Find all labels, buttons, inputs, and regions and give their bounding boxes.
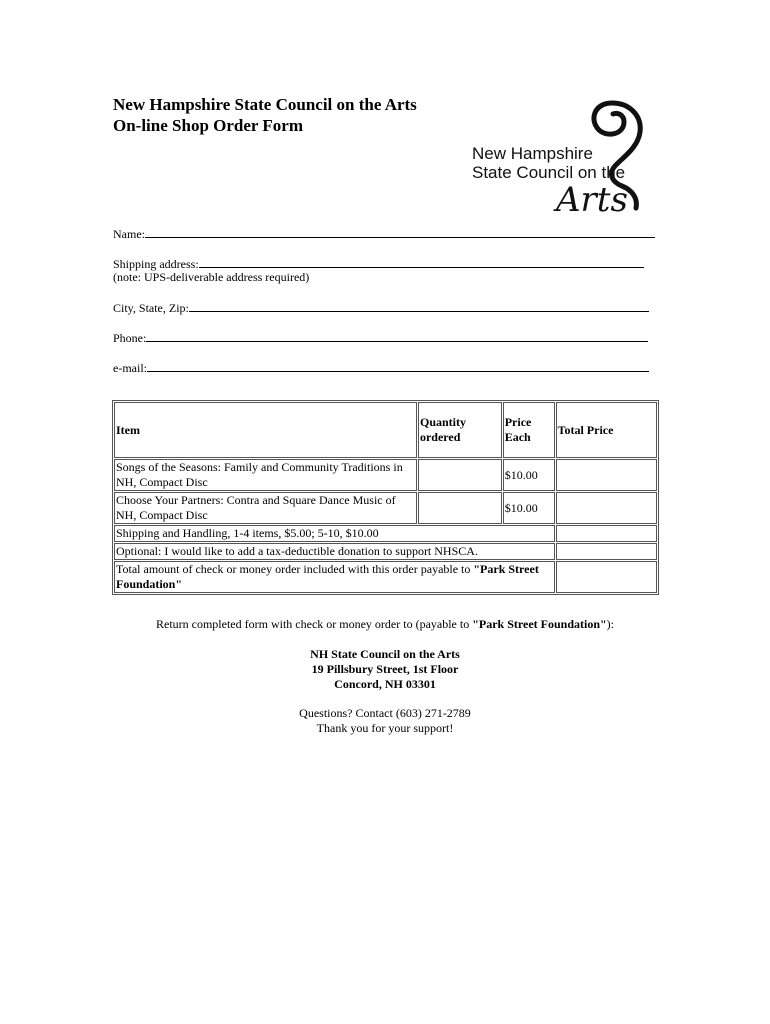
shipping-label: Shipping address:	[113, 257, 199, 271]
mailing-address	[0, 647, 770, 692]
grand-total-row	[114, 561, 657, 593]
price-cell: $10.00	[503, 492, 555, 524]
item-name: Songs of the Seasons: Family and Community Traditions in NH, Compact Disc	[114, 459, 417, 491]
shipping-total-cell[interactable]	[556, 525, 657, 542]
return-payee: "Park Street Foundation"	[472, 617, 607, 631]
email-label: e-mail:	[113, 361, 147, 375]
address-line-2: 19 Pillsbury Street, 1st Floor	[311, 662, 459, 676]
total-cell[interactable]	[556, 492, 657, 524]
shipping-row	[114, 525, 657, 542]
donation-total-cell[interactable]	[556, 543, 657, 560]
grand-total-payee: "Park Street Foundation"	[116, 562, 539, 591]
logo-line-1: New Hampshire	[472, 144, 593, 163]
donation-row	[114, 543, 657, 560]
shipping-line[interactable]	[199, 256, 644, 268]
city-field[interactable]	[113, 300, 649, 316]
phone-line[interactable]	[146, 330, 648, 342]
title-line-1: New Hampshire State Council on the Arts	[113, 95, 417, 114]
questions-line: Questions? Contact (603) 271-2789	[299, 706, 471, 720]
return-suffix: ):	[606, 617, 614, 631]
header-total: Total Price	[556, 402, 657, 458]
return-instructions	[0, 617, 770, 632]
name-label: Name:	[113, 227, 145, 241]
contact-info	[0, 706, 770, 736]
phone-field[interactable]	[113, 330, 648, 346]
address-line-3: Concord, NH 03301	[334, 677, 436, 691]
quantity-cell[interactable]	[418, 459, 502, 491]
header-quantity: Quantity ordered	[418, 402, 502, 458]
table-header-row	[114, 402, 657, 458]
header-item: Item	[114, 402, 417, 458]
title-line-2: On-line Shop Order Form	[113, 116, 303, 135]
item-name: Choose Your Partners: Contra and Square Dance Music of NH, Compact Disc	[114, 492, 417, 524]
order-table	[112, 400, 659, 595]
total-cell[interactable]	[556, 459, 657, 491]
form-title	[113, 94, 417, 136]
logo-line-2: State Council on the	[472, 163, 626, 182]
table-row	[114, 492, 657, 524]
grand-total-prefix: Total amount of check or money order included with this order payable to	[116, 562, 474, 576]
logo-line-3: Arts	[556, 180, 628, 216]
phone-label: Phone:	[113, 331, 147, 345]
grand-total-cell[interactable]	[556, 561, 657, 593]
return-prefix: Return completed form with check or money order to (payable to	[155, 617, 473, 631]
price-cell: $10.00	[503, 459, 555, 491]
name-field[interactable]	[113, 226, 655, 242]
thanks-line: Thank you for your support!	[316, 721, 454, 735]
city-label: City, State, Zip:	[113, 301, 189, 315]
email-line[interactable]	[147, 360, 649, 372]
header-price: Price Each	[503, 402, 555, 458]
name-line[interactable]	[145, 226, 655, 238]
quantity-cell[interactable]	[418, 492, 502, 524]
address-line-1: NH State Council on the Arts	[310, 647, 460, 661]
grand-total-label	[114, 561, 555, 593]
shipping-note: (note: UPS-deliverable address required)	[113, 270, 310, 284]
nhsca-logo	[462, 98, 658, 216]
shipping-label: Shipping and Handling, 1-4 items, $5.00; 5-10, $10.00	[114, 525, 555, 542]
city-line[interactable]	[189, 300, 649, 312]
email-field[interactable]	[113, 360, 649, 376]
table-row	[114, 459, 657, 491]
donation-label: Optional: I would like to add a tax-deductible donation to support NHSCA.	[114, 543, 555, 560]
